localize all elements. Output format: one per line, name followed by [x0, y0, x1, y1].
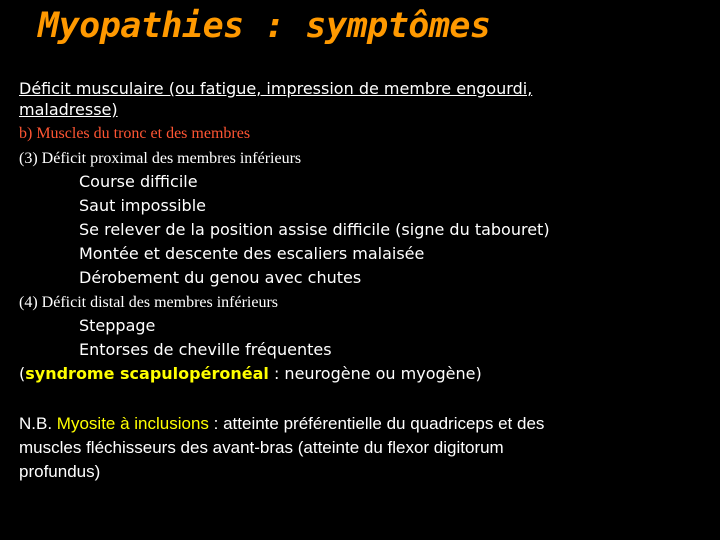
- group3-item-4: Montée et descente des escaliers malaisée: [79, 244, 425, 263]
- nb-line-2: muscles fléchisseurs des avant-bras (atteinte du flexor digitorum: [19, 438, 504, 457]
- nb-line-1: [19, 414, 544, 434]
- nb-prefix: N.B.: [19, 414, 57, 433]
- section-b-heading: b) Muscles du tronc et des membres: [19, 125, 251, 142]
- group3-item-5: Dérobement du genou avec chutes: [79, 268, 362, 287]
- syndrome-name: syndrome scapulopéronéal: [25, 364, 269, 383]
- group3-heading: (3) Déficit proximal des membres inférieurs: [19, 150, 302, 167]
- group4-item-1: Steppage: [79, 316, 156, 335]
- syndrome-rest: : neurogène ou myogène): [268, 364, 482, 383]
- group3-item-2: Saut impossible: [79, 196, 206, 215]
- nb-line-3: profundus): [19, 462, 101, 481]
- group4-heading: (4) Déficit distal des membres inférieurs: [19, 294, 279, 311]
- nb-line1-rest: : atteinte préférentielle du quadriceps et des: [208, 414, 545, 433]
- group4-item-2: Entorses de cheville fréquentes: [79, 340, 332, 359]
- intro-line-2: maladresse): [19, 100, 118, 119]
- intro-line-1: Déficit musculaire (ou fatigue, impression de membre engourdi,: [19, 79, 533, 98]
- nb-highlight: Myosite à inclusions: [56, 414, 209, 433]
- syndrome-open-paren: (: [19, 364, 26, 383]
- group3-item-3: Se relever de la position assise difficile (signe du tabouret): [79, 220, 550, 239]
- slide-title: Myopathies : symptômes: [38, 6, 491, 46]
- syndrome-line: [19, 365, 482, 383]
- group3-item-1: Course difficile: [79, 172, 198, 191]
